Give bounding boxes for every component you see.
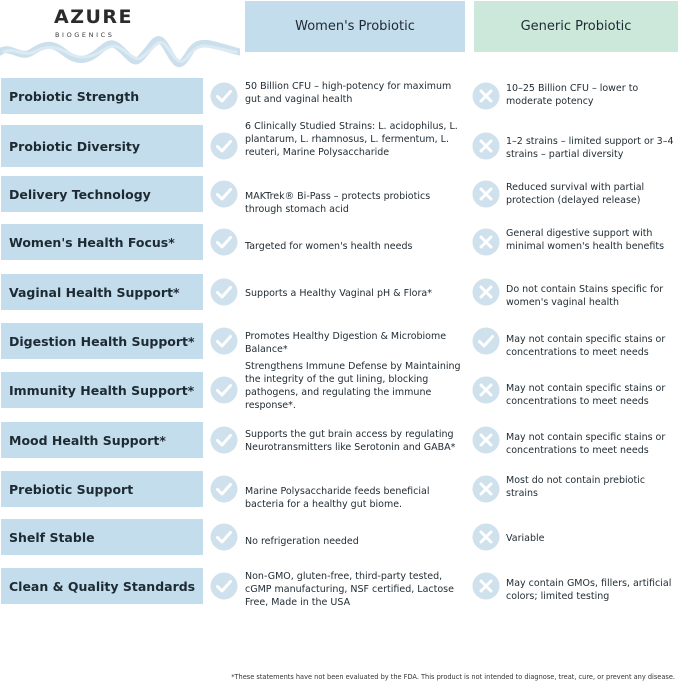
fda-disclaimer: *These statements have not been evaluated by the FDA. This product is not intended to diagnose, treat, cure, or prevent any disease. xyxy=(231,673,675,681)
row-label: Shelf Stable xyxy=(1,519,203,555)
x-icon xyxy=(472,523,500,551)
women-cell-text: MAKTrek® Bi-Pass – protects probiotics through stomach acid xyxy=(245,191,431,215)
check-icon xyxy=(472,327,500,355)
generic-cell-text: May not contain specific stains or concentrations to meet needs xyxy=(506,334,666,358)
check-icon xyxy=(210,82,238,110)
generic-cell-text: 1–2 strains – limited support or 3–4 strains – partial diversity xyxy=(506,136,674,160)
generic-cell-text: Most do not contain prebiotic strains xyxy=(506,475,646,499)
women-cell-text: No refrigeration needed xyxy=(245,536,359,547)
generic-cell-text: General digestive support with minimal women's health benefits xyxy=(506,228,665,252)
generic-cell-text: Variable xyxy=(506,533,545,544)
brand-tagline: BIOGENICS xyxy=(55,31,115,39)
x-icon xyxy=(472,180,500,208)
generic-cell-text: May contain GMOs, fillers, artificial colors; limited testing xyxy=(506,578,672,602)
check-icon xyxy=(210,327,238,355)
row-label: Women's Health Focus* xyxy=(1,224,203,260)
generic-cell-text: May not contain specific stains or concentrations to meet needs xyxy=(506,432,666,456)
generic-cell-text: May not contain specific stains or concentrations to meet needs xyxy=(506,383,666,407)
women-cell-text: Supports the gut brain access by regulating Neurotransmitters like Serotonin and GABA* xyxy=(245,429,456,453)
row-label: Probiotic Diversity xyxy=(1,125,203,167)
brand-logo xyxy=(0,0,240,78)
check-icon xyxy=(210,523,238,551)
generic-cell-text: 10–25 Billion CFU – lower to moderate potency xyxy=(506,83,639,107)
column-header-women: Women's Probiotic xyxy=(245,1,465,52)
x-icon xyxy=(472,376,500,404)
check-icon xyxy=(210,475,238,503)
check-icon xyxy=(210,132,238,160)
row-label: Immunity Health Support* xyxy=(1,372,203,408)
check-icon xyxy=(210,278,238,306)
x-icon xyxy=(472,278,500,306)
x-icon xyxy=(472,228,500,256)
women-cell-text: Targeted for women's health needs xyxy=(245,241,413,252)
women-cell-text: Strengthens Immune Defense by Maintaining the integrity of the gut lining, blocking pathogens, and regulating the immune response*. xyxy=(245,361,461,411)
check-icon xyxy=(210,426,238,454)
check-icon xyxy=(210,376,238,404)
women-cell-text: Marine Polysaccharide feeds beneficial bacteria for a healthy gut biome. xyxy=(245,486,430,510)
x-icon xyxy=(472,132,500,160)
women-cell-text: Non-GMO, gluten-free, third-party tested, cGMP manufacturing, NSF certified, Lactose Free, Made in the USA xyxy=(245,571,454,608)
x-icon xyxy=(472,475,500,503)
x-icon xyxy=(472,82,500,110)
brand-name: AZURE xyxy=(54,6,134,28)
women-cell-text: 6 Clinically Studied Strains: L. acidophilus, L. plantarum, L. rhamnosus, L. fermentum, L. reuteri, Marine Polysaccharide xyxy=(245,121,458,158)
x-icon xyxy=(472,572,500,600)
row-label: Digestion Health Support* xyxy=(1,323,203,359)
generic-cell-text: Do not contain Stains specific for women's vaginal health xyxy=(506,284,664,308)
row-label: Probiotic Strength xyxy=(1,78,203,114)
row-label: Prebiotic Support xyxy=(1,471,203,507)
column-header-generic: Generic Probiotic xyxy=(474,1,678,52)
women-cell-text: Promotes Healthy Digestion & Microbiome Balance* xyxy=(245,331,447,355)
row-label: Delivery Technology xyxy=(1,176,203,212)
row-label: Mood Health Support* xyxy=(1,422,203,458)
check-icon xyxy=(210,228,238,256)
row-label: Vaginal Health Support* xyxy=(1,274,203,310)
women-cell-text: Supports a Healthy Vaginal pH & Flora* xyxy=(245,288,432,299)
wave-graphic xyxy=(0,30,240,75)
generic-cell-text: Reduced survival with partial protection (delayed release) xyxy=(506,182,645,206)
x-icon xyxy=(472,426,500,454)
row-label: Clean & Quality Standards xyxy=(1,568,203,604)
women-cell-text: 50 Billion CFU – high-potency for maximum gut and vaginal health xyxy=(245,81,452,105)
check-icon xyxy=(210,180,238,208)
check-icon xyxy=(210,572,238,600)
